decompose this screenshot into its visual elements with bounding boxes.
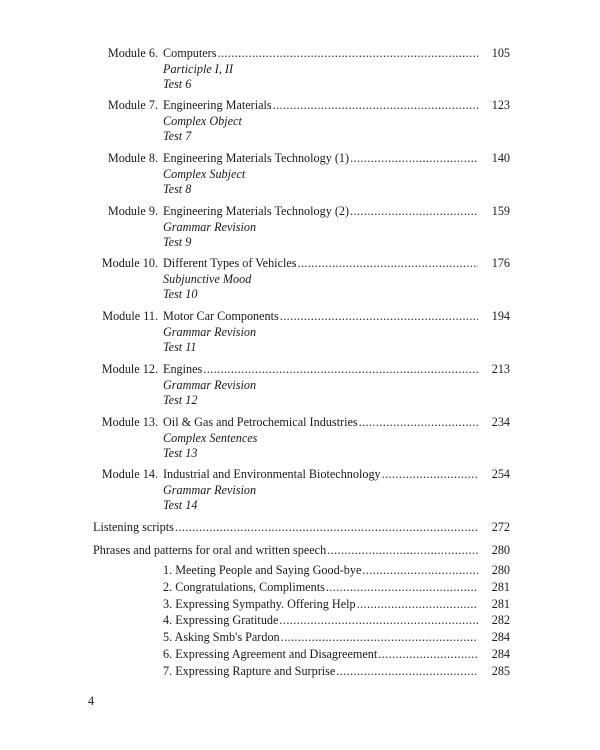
dot-leader xyxy=(326,580,478,595)
dot-leader xyxy=(203,362,478,377)
module-row xyxy=(0,415,600,431)
page-number: 234 xyxy=(491,415,510,429)
test-label: Test 13 xyxy=(163,446,198,460)
phrase-row xyxy=(0,664,600,680)
page-number: 272 xyxy=(491,520,510,534)
dot-leader xyxy=(175,520,478,535)
entry-title-line xyxy=(163,597,478,612)
entry-title: Engineering Materials xyxy=(163,98,272,112)
module-row xyxy=(0,362,600,378)
grammar-topic: Grammar Revision xyxy=(163,220,257,234)
page-number: 285 xyxy=(491,663,510,678)
entry-title-line xyxy=(163,256,478,271)
entry-title-line xyxy=(163,151,478,166)
entry-title-line xyxy=(163,467,478,482)
entry-title: 7. Expressing Rapture and Surprise xyxy=(163,663,336,678)
module-label: Module 6. xyxy=(107,46,158,60)
page-number: 284 xyxy=(491,630,510,645)
entry-title-line xyxy=(163,362,478,377)
page-number: 213 xyxy=(491,362,510,376)
dot-leader xyxy=(336,664,478,679)
entry-title-line xyxy=(163,46,478,61)
module-label: Module 7. xyxy=(107,98,158,112)
entry-title-line xyxy=(163,563,478,578)
entry-title: Engineering Materials Technology (2) xyxy=(163,204,350,218)
grammar-topic: Complex Subject xyxy=(163,167,246,181)
entry-title: 6. Expressing Agreement and Disagreement xyxy=(163,647,378,661)
grammar-topic: Participle I, II xyxy=(163,62,234,76)
entry-title-line xyxy=(163,415,478,430)
dot-leader xyxy=(279,613,478,628)
section-row xyxy=(0,543,600,559)
page-number: 280 xyxy=(491,563,510,577)
module-row xyxy=(0,46,600,62)
dot-leader xyxy=(350,204,478,219)
dot-leader xyxy=(298,256,478,271)
page-number: 254 xyxy=(491,467,510,481)
dot-leader xyxy=(359,415,478,430)
entry-title-line xyxy=(163,664,478,679)
phrase-row xyxy=(0,597,600,613)
test-label: Test 7 xyxy=(163,129,192,143)
module-row xyxy=(0,309,600,325)
grammar-topic: Subjunctive Mood xyxy=(163,272,252,286)
page-number: 159 xyxy=(491,204,510,218)
page-number: 280 xyxy=(491,543,510,557)
dot-leader xyxy=(273,98,478,113)
phrase-row xyxy=(0,580,600,596)
page-number: 281 xyxy=(491,579,510,594)
module-label: Module 13. xyxy=(101,415,158,429)
module-label: Module 11. xyxy=(102,309,158,323)
entry-title-line xyxy=(163,647,478,662)
test-label: Test 11 xyxy=(163,340,197,354)
entry-title: Different Types of Vehicles xyxy=(163,256,297,270)
dot-leader xyxy=(362,563,478,578)
entry-title: Engines xyxy=(163,362,203,376)
test-label: Test 10 xyxy=(163,287,198,301)
section-row xyxy=(0,520,600,536)
page-number: 140 xyxy=(491,151,510,165)
grammar-topic: Grammar Revision xyxy=(163,325,257,339)
footer-page-number: 4 xyxy=(88,694,95,708)
module-label: Module 8. xyxy=(107,151,158,165)
page-number: 284 xyxy=(491,647,510,661)
entry-title-line xyxy=(163,204,478,219)
test-label: Test 14 xyxy=(163,498,198,512)
test-label: Test 8 xyxy=(163,182,192,196)
grammar-topic: Complex Sentences xyxy=(163,431,258,445)
module-label: Module 9. xyxy=(107,204,158,218)
test-label: Test 6 xyxy=(163,77,192,91)
module-label: Module 10. xyxy=(101,256,158,270)
entry-title-line xyxy=(93,543,478,558)
entry-title: Computers xyxy=(163,46,217,60)
grammar-topic: Grammar Revision xyxy=(163,483,257,497)
grammar-topic: Grammar Revision xyxy=(163,378,257,392)
entry-title: 4. Expressing Gratitude xyxy=(163,613,279,628)
entry-title-line xyxy=(93,520,478,535)
entry-title-line xyxy=(163,613,478,628)
entry-title-line xyxy=(163,580,478,595)
page-number: 176 xyxy=(491,256,510,270)
dot-leader xyxy=(218,46,479,61)
dot-leader xyxy=(280,309,478,324)
dot-leader xyxy=(378,647,478,662)
entry-title: Motor Car Components xyxy=(163,309,279,323)
dot-leader xyxy=(350,151,478,166)
entry-title: 3. Expressing Sympathy. Offering Help xyxy=(163,596,356,611)
grammar-topic: Complex Object xyxy=(163,114,242,128)
test-label: Test 9 xyxy=(163,235,192,249)
page-number: 194 xyxy=(491,309,510,323)
phrase-row xyxy=(0,563,600,579)
entry-title: Listening scripts xyxy=(93,520,174,534)
module-row xyxy=(0,467,600,483)
module-row xyxy=(0,98,600,114)
entry-title: 2. Congratulations, Compliments xyxy=(163,579,325,594)
phrase-row xyxy=(0,613,600,629)
entry-title: Oil & Gas and Petrochemical Industries xyxy=(163,415,358,429)
test-label: Test 12 xyxy=(163,393,198,407)
entry-title: Engineering Materials Technology (1) xyxy=(163,151,350,165)
entry-title: Phrases and patterns for oral and written speech xyxy=(93,543,327,557)
entry-title: 1. Meeting People and Saying Good-bye xyxy=(163,563,362,577)
module-row xyxy=(0,256,600,272)
module-row xyxy=(0,204,600,220)
phrase-row xyxy=(0,630,600,646)
entry-title-line xyxy=(163,98,478,113)
phrase-row xyxy=(0,647,600,663)
page-number: 123 xyxy=(491,98,510,112)
dot-leader xyxy=(327,543,478,558)
dot-leader xyxy=(357,597,478,612)
page-number: 281 xyxy=(491,596,510,611)
module-label: Module 12. xyxy=(101,362,158,376)
entry-title-line xyxy=(163,630,478,645)
dot-leader xyxy=(281,630,478,645)
entry-title: Industrial and Environmental Biotechnology xyxy=(163,467,381,481)
entry-title: 5. Asking Smb's Pardon xyxy=(163,630,280,645)
module-row xyxy=(0,151,600,167)
dot-leader xyxy=(382,467,478,482)
page-number: 105 xyxy=(491,46,510,60)
module-label: Module 14. xyxy=(101,467,158,481)
page-number: 282 xyxy=(491,613,510,628)
entry-title-line xyxy=(163,309,478,324)
